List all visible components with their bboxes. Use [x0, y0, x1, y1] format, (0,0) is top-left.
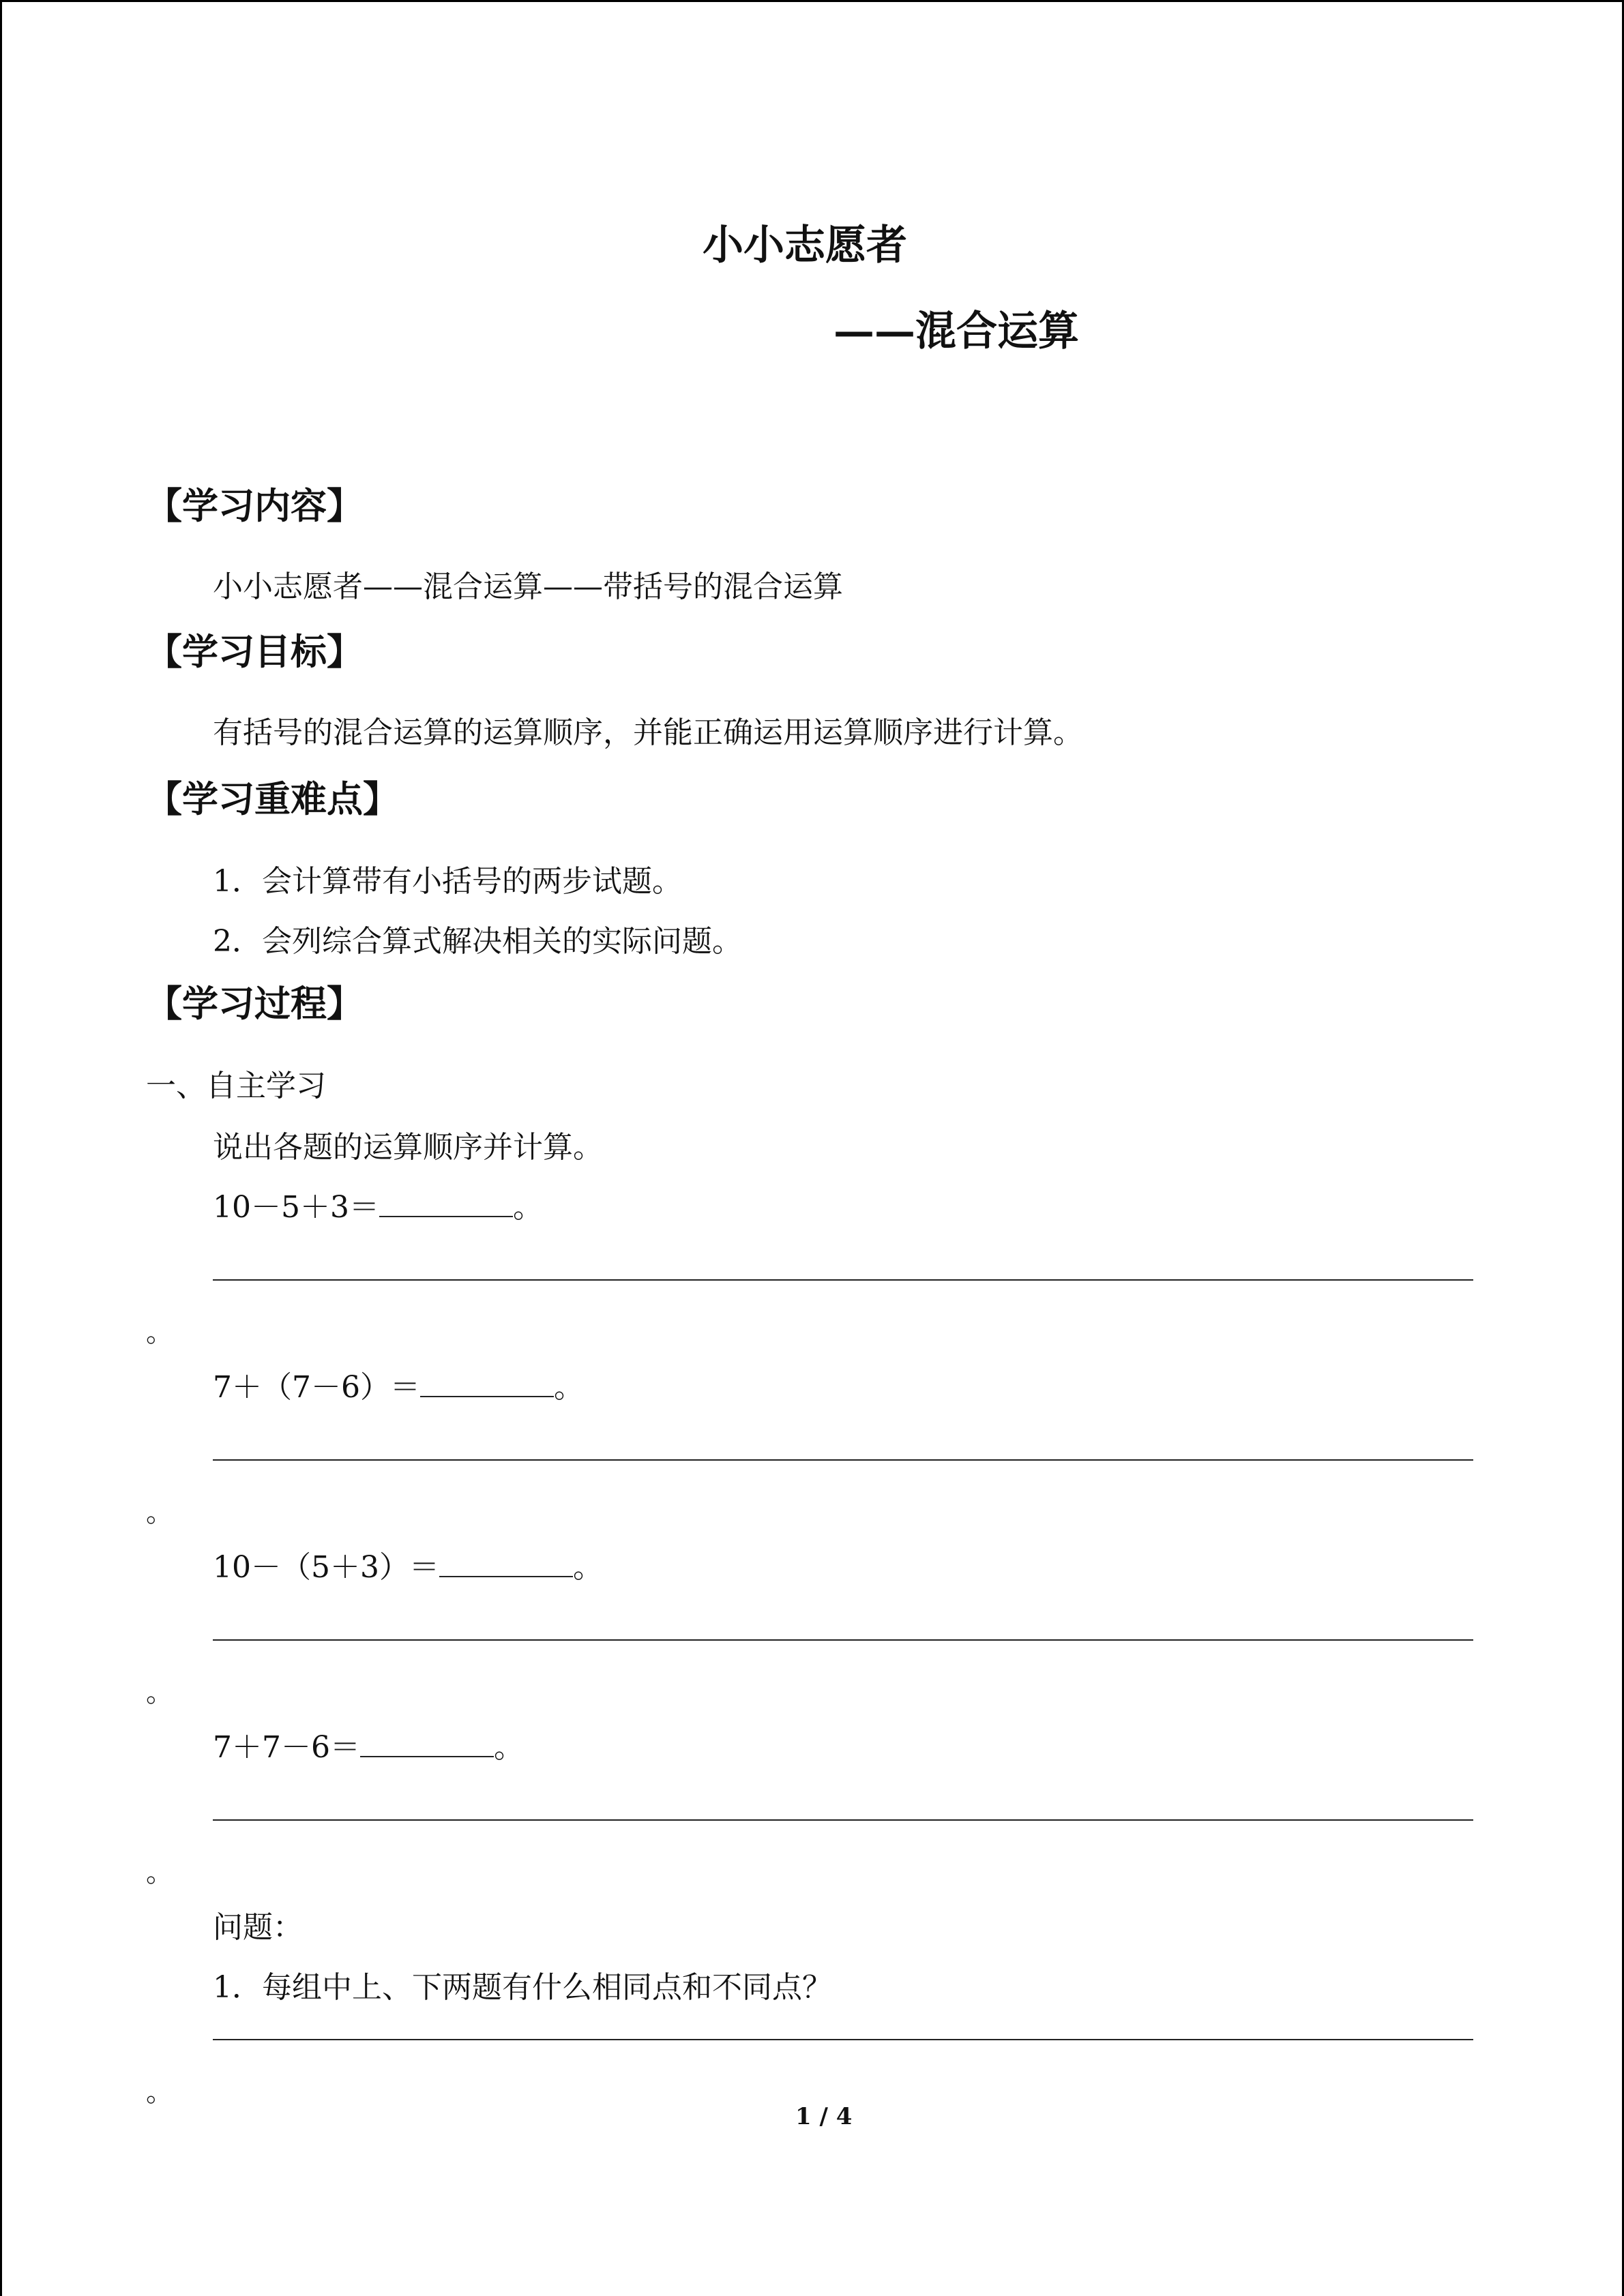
exercise-end-mark: 。	[512, 1190, 543, 1225]
answer-line[interactable]	[213, 2039, 1473, 2040]
exercise-3	[213, 1542, 603, 1586]
instruction-text: 说出各题的运算顺序并计算。	[213, 1130, 603, 1165]
answer-line[interactable]	[213, 1639, 1473, 1641]
key-point-item: 2．会列综合算式解决相关的实际问题。	[213, 924, 742, 959]
answer-line[interactable]	[213, 1819, 1473, 1821]
exercise-expression: 7＋（7－6）＝	[213, 1370, 420, 1405]
exercise-expression: 10－5＋3＝	[213, 1190, 379, 1225]
answer-end-mark: 。	[146, 1317, 173, 1348]
answer-end-mark: 。	[146, 2076, 173, 2108]
answer-blank[interactable]	[379, 1189, 513, 1217]
section-heading-goal: 【学习目标】	[146, 631, 363, 673]
answer-end-mark: 。	[146, 1497, 173, 1528]
goal-text: 有括号的混合运算的运算顺序，并能正确运用运算顺序进行计算。	[213, 715, 1083, 750]
answer-blank[interactable]	[420, 1369, 554, 1397]
answer-end-mark: 。	[146, 1857, 173, 1888]
document-title: 小小志愿者	[703, 222, 907, 269]
section-heading-content: 【学习内容】	[146, 485, 363, 527]
exercise-end-mark: 。	[572, 1550, 603, 1585]
section-heading-process: 【学习过程】	[146, 983, 363, 1025]
answer-blank[interactable]	[360, 1729, 494, 1757]
exercise-end-mark: 。	[493, 1730, 524, 1765]
key-point-item: 1．会计算带有小括号的两步试题。	[213, 864, 682, 899]
exercise-2	[213, 1362, 584, 1406]
exercise-1	[213, 1182, 543, 1226]
exercise-4	[213, 1723, 524, 1766]
section-heading-key-points: 【学习重难点】	[146, 778, 399, 820]
question-item: 1．每组中上、下两题有什么相同点和不同点？	[213, 1970, 832, 2005]
part-title-self-study: 一、自主学习	[146, 1069, 326, 1103]
exercise-end-mark: 。	[553, 1370, 584, 1405]
answer-line[interactable]	[213, 1459, 1473, 1461]
content-text: 小小志愿者——混合运算——带括号的混合运算	[213, 569, 843, 604]
answer-blank[interactable]	[439, 1549, 573, 1577]
question-label: 问题：	[213, 1910, 303, 1945]
answer-end-mark: 。	[146, 1677, 173, 1708]
answer-line[interactable]	[213, 1279, 1473, 1281]
page-number: 1 / 4	[795, 2103, 853, 2130]
exercise-expression: 7＋7－6＝	[213, 1730, 360, 1765]
exercise-expression: 10－（5＋3）＝	[213, 1550, 439, 1585]
document-subtitle: ——混合运算	[833, 308, 1079, 355]
